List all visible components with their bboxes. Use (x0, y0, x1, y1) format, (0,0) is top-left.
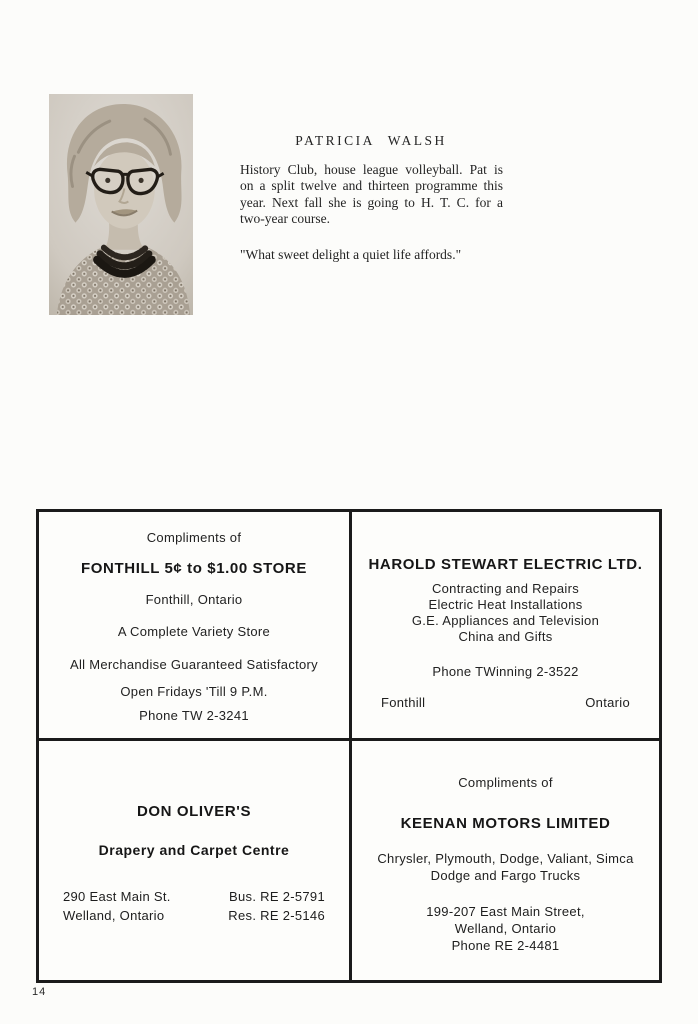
student-portrait-photo (49, 94, 193, 315)
ad-business-name: HAROLD STEWART ELECTRIC LTD. (368, 556, 643, 573)
ad-address-row (39, 887, 349, 906)
ad-location-row (352, 695, 659, 710)
ad-compliments-text: Compliments of (458, 775, 553, 790)
ad-phone-text: Phone TW 2-3241 (139, 708, 249, 723)
ad-province-text: Ontario (585, 695, 630, 710)
ad-location-text: Fonthill, Ontario (145, 592, 243, 607)
ad-business-name: KEENAN MOTORS LIMITED (400, 815, 611, 832)
ad-business-name: FONTHILL 5¢ to $1.00 STORE (81, 560, 307, 577)
ad-business-name: DON OLIVER'S (136, 803, 252, 820)
ad-address-text: Welland, Ontario (63, 908, 165, 923)
ad-city-text: Fonthill (381, 695, 426, 710)
ad-don-olivers (39, 741, 349, 980)
student-name: PATRICIA WALSH (295, 133, 447, 148)
ad-address-text: 290 East Main St. (63, 889, 171, 904)
ad-brands-line: Dodge and Fargo Trucks (430, 868, 581, 883)
student-quote: "What sweet delight a quiet life affords." (240, 247, 462, 262)
ad-address-text: 199-207 East Main Street, (426, 904, 585, 919)
ad-tagline-text: Drapery and Carpet Centre (98, 842, 290, 858)
ad-guarantee-text: All Merchandise Guaranteed Satisfactory (70, 657, 318, 672)
ad-hours-text: Open Fridays 'Till 9 P.M. (120, 684, 268, 699)
ad-brands-line: Chrysler, Plymouth, Dodge, Valiant, Simca (377, 851, 634, 866)
ad-phone-business-text: Bus. RE 2-5791 (229, 889, 325, 904)
ad-phone-residence-text: Res. RE 2-5146 (228, 908, 325, 923)
advertisements-grid (36, 509, 662, 983)
ad-compliments-text: Compliments of (146, 530, 242, 545)
student-bio (240, 162, 503, 227)
ad-keenan-motors (352, 741, 659, 980)
ad-tagline-text: A Complete Variety Store (117, 624, 271, 639)
ad-phone-text: Phone RE 2-4481 (451, 938, 560, 953)
ad-harold-stewart-electric (352, 512, 659, 738)
bio-line: History Club, house league volleyball. Pat is (240, 162, 503, 177)
ad-service-line: China and Gifts (458, 629, 553, 644)
bio-line: two-year course. (240, 210, 330, 226)
bio-line: on a split twelve and thirteen programme this (240, 178, 503, 194)
ad-service-line: Electric Heat Installations (428, 597, 583, 612)
ad-service-line: G.E. Appliances and Television (411, 613, 600, 628)
ad-address-row (39, 906, 349, 925)
ad-fonthill-store (39, 512, 349, 738)
ad-address-text: Welland, Ontario (454, 921, 557, 936)
bio-line: year. Next fall she is going to H. T. C. for a (240, 194, 503, 210)
page-number: 14 (32, 986, 47, 998)
ad-service-line: Contracting and Repairs (431, 581, 580, 596)
portrait-illustration (49, 94, 193, 315)
ad-phone-text: Phone TWinning 2-3522 (432, 664, 579, 679)
